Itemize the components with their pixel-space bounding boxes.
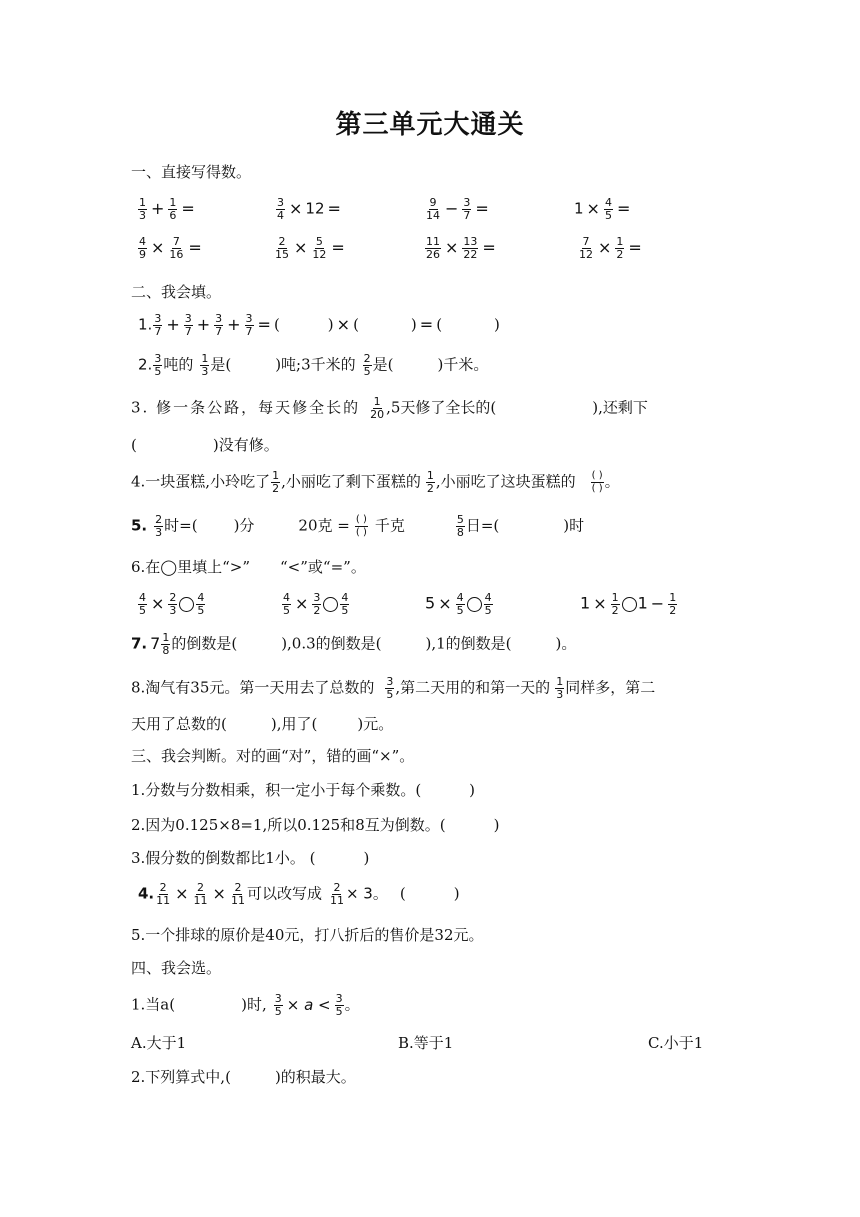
fill-q2: 2. $\frac{3}{5}$ 吨的 $\frac{1}{3}$ 是( )吨;3千米的 $\frac{2}{5}$ 是( )千米。 (138, 352, 489, 378)
judge-1: 1.分数与分数相乘，积一定小于每个乘数。( ) (131, 781, 476, 799)
fill-q3-line1: 3. 修一条公路，每天修全长的 $\frac{1}{20}$ ,5天修了全长的( ),还剩下 (131, 395, 648, 421)
fill-q8-line2: 天用了总数的( ),用了( )元。 (131, 715, 394, 733)
fill-q6-instruction: 6.在◯里填上“>” “<”或“=”。 (131, 558, 366, 576)
judge-2: 2.因为0.125×8=1,所以0.125和8互为倒数。( ) (131, 816, 500, 834)
compare-circle[interactable] (622, 597, 637, 612)
choose-1-option-b[interactable]: B.等于1 (398, 1034, 454, 1052)
fill-q5: 5. $\frac{2}{3}$ 时=( )分 20克 = $\frac{( )}{( )}$ 千克 $\frac{5}{8}$ 日=( )时 (131, 513, 585, 539)
calc-r1-1: $\frac{1}{3}$ + $\frac{1}{6}$ = (139, 196, 195, 222)
calc-r2-2: $\frac{2}{15}$ × $\frac{5}{12}$ = (275, 235, 345, 261)
compare-circle[interactable] (323, 597, 338, 612)
calc-r2-3: $\frac{11}{26}$ × $\frac{13}{22}$ = (426, 235, 496, 261)
choose-2: 2.下列算式中,( )的积最大。 (131, 1068, 356, 1086)
compare-b: $\frac{4}{5}$ × $\frac{3}{2}$ $\frac{4}{5}$ (283, 591, 349, 617)
section-1-heading: 一、直接写得数。 (131, 163, 252, 181)
compare-d: 1 × $\frac{1}{2}$ 1 − $\frac{1}{2}$ (580, 591, 677, 617)
calc-r2-4: $\frac{7}{12}$ × $\frac{1}{2}$ = (579, 235, 642, 261)
fill-q8-line1: 8.淘气有35元。第一天用去了总数的 $\frac{3}{5}$ ,第二天用的和第一天的 $\frac{1}{3}$ 同样多，第二 (131, 675, 656, 701)
calc-r1-4: 1 × $\frac{4}{5}$ = (574, 196, 631, 222)
compare-circle[interactable] (467, 597, 482, 612)
compare-circle[interactable] (179, 597, 194, 612)
choose-1-option-a[interactable]: A.大于1 (131, 1034, 187, 1052)
section-3-heading: 三、我会判断。对的画“对”，错的画“×”。 (131, 747, 415, 765)
fill-q4: 4.一块蛋糕,小玲吃了 $\frac{1}{2}$ ,小丽吃了剩下蛋糕的 $\frac{1}{2}$ ,小丽吃了这块蛋糕的 $\frac{( )}{( )}$ 。 (131, 469, 620, 495)
fill-q3-line2: ( )没有修。 (131, 436, 279, 454)
section-2-heading: 二、我会填。 (131, 283, 222, 301)
choose-1-option-c[interactable]: C.小于1 (648, 1034, 704, 1052)
page-title: 第三单元大通关 (335, 110, 525, 140)
fill-q7: 7. 7 $\frac{1}{8}$ 的倒数是( ),0.3的倒数是( ),1的倒数是( )。 (131, 631, 577, 657)
fill-q1: 1. $\frac{3}{7}$ + $\frac{3}{7}$ + $\frac{3}{7}$ + $\frac{3}{7}$ = ( ) × ( ) = ( ) (138, 312, 500, 338)
calc-r1-2: $\frac{3}{4}$ × 12 = (277, 196, 341, 222)
judge-4: 4. $\frac{2}{11}$ × $\frac{2}{11}$ × $\frac{2}{11}$ 可以改写成 $\frac{2}{11}$ × 3。 ( ) (138, 881, 460, 907)
compare-c: 5 × $\frac{4}{5}$ $\frac{4}{5}$ (425, 591, 492, 617)
judge-5: 5.一个排球的原价是40元，打八折后的售价是32元。 (131, 926, 484, 944)
compare-a: $\frac{4}{5}$ × $\frac{2}{3}$ $\frac{4}{5}$ (139, 591, 205, 617)
calc-r1-3: $\frac{9}{14}$ − $\frac{3}{7}$ = (426, 196, 489, 222)
section-4-heading: 四、我会选。 (131, 959, 222, 977)
judge-3: 3.假分数的倒数都比1小。 ( ) (131, 849, 370, 867)
calc-r2-1: $\frac{4}{9}$ × $\frac{7}{16}$ = (139, 235, 202, 261)
choose-1: 1.当a( )时, $\frac{3}{5}$ × a < $\frac{3}{5}$ 。 (131, 992, 360, 1018)
